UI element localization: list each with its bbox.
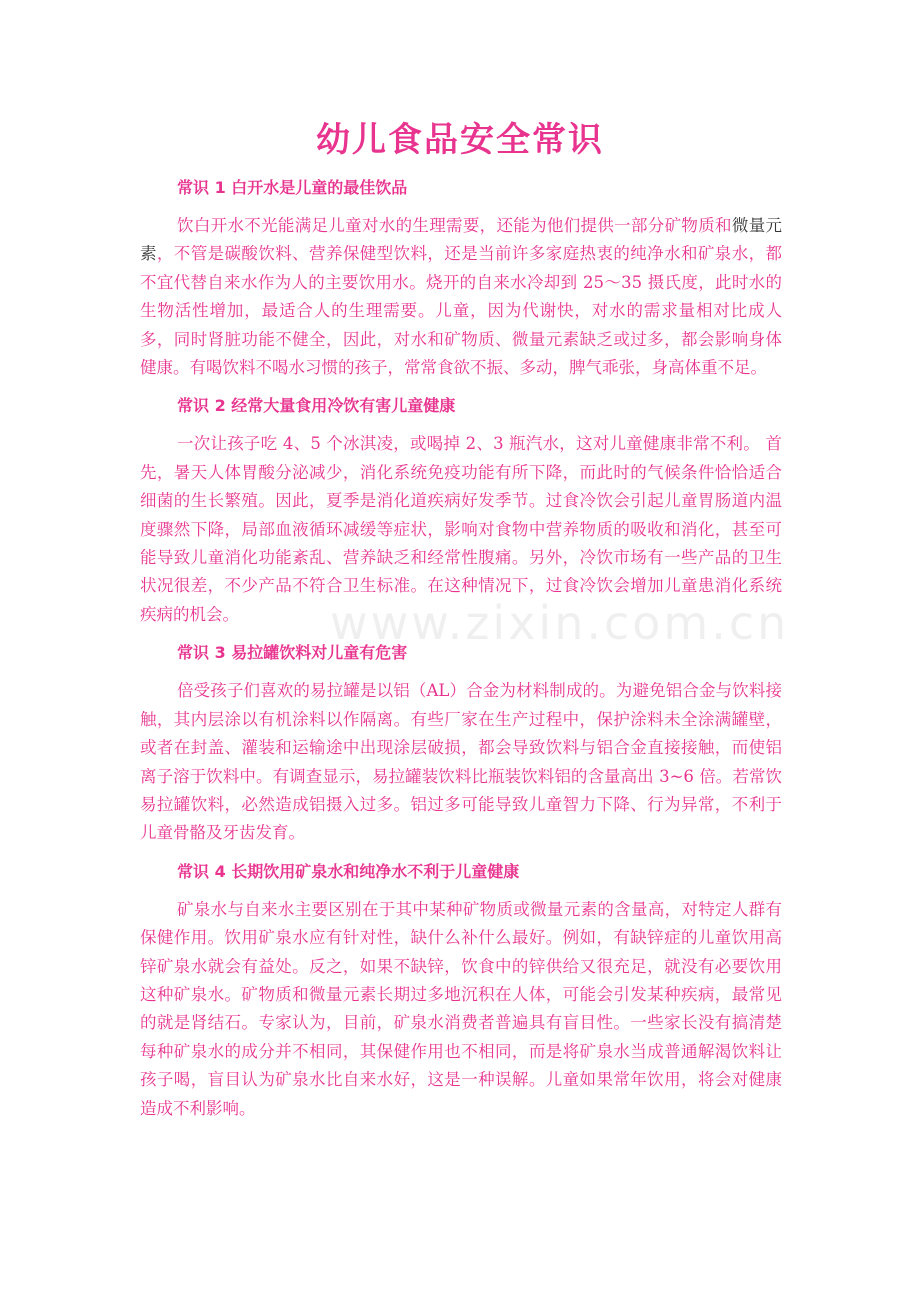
section-1-paragraph: [140, 212, 782, 382]
watermark: www.zixin.com.cn: [330, 596, 790, 650]
page-title: 幼儿食品安全常识: [316, 120, 604, 160]
section-4-heading: 常识 4 长期饮用矿泉水和纯净水不利于儿童健康: [177, 861, 520, 881]
section-4-paragraph: 矿泉水与自来水主要区别在于其中某种矿物质或微量元素的含量高，对特定人群有保健作用。饮用矿泉水应有针对性，缺什么补什么最好。例如，有缺锌症的儿童饮用高锌矿泉水就会有益处。反之，如果不缺锌，饮食中的锌供给又很充足，就没有必要饮用这种矿泉水。矿物质和微量元素长期过多地沉积在人体，可能会引发某种疾病，最常见的就是肾结石。专家认为，目前，矿泉水消费者普遍具有盲目性。一些家长没有搞清楚每种矿泉水的成分并不相同，其保健作用也不相同，而是将矿泉水当成普通解渴饮料让孩子喝，盲目认为矿泉水比自来水好，这是一种误解。儿童如果常年饮用，将会对健康造成不利影响。: [140, 899, 782, 1118]
section-2-paragraph: 一次让孩子吃 4、5 个冰淇凌，或喝掉 2、3 瓶汽水，这对儿童健康非常不利。 首先，暑天人体胃酸分泌减少，消化系统免疫功能有所下降，而此时的气候条件恰恰适合细菌的生长繁殖。因此，夏季是消化道疾病好发季节。过食冷饮会引起儿童胃肠道内温度骤然下降，局部血液循环减缓等症状，影响对食物中营养物质的吸收和消化，甚至可能导致儿童消化功能紊乱、营养缺乏和经常性腹痛。另外，冷饮市场有一些产品的卫生状况很差，不少产品不符合卫生标准。在这种情况下，过食冷饮会增加儿童患消化系统疾病的机会。: [140, 434, 782, 624]
section-1-heading: 常识 1 白开水是儿童的最佳饮品: [177, 178, 408, 197]
document-body: [140, 172, 782, 1131]
section-1-text-rest: ，不管是碳酸饮料、营养保健型饮料，还是当前许多家庭热衷的纯净水和矿泉水，都不宜代替自来水作为人的主要饮用水。烧开的自来水冷却到 25～35 摄氏度，此时水的生物活性增加，最适合人的生理需要。儿童，因为代谢快，对水的需求量相对比成人多，同时肾脏功能不健全，因此，对水和矿物质、微量元素缺乏或过多，都会影响身体健康。有喝饮料不喝水习惯的孩子，常常食欲不振、多动，脾气乖张，身高体重不足。: [140, 244, 783, 378]
section-2-heading: 常识 2 经常大量食用冷饮有害儿童健康: [177, 396, 456, 416]
section-3-heading: 常识 3 易拉罐饮料对儿童有危害: [177, 643, 408, 663]
section-1-text-dark: 微量元素: [140, 216, 783, 264]
section-3-paragraph: 倍受孩子们喜欢的易拉罐是以铝（AL）合金为材料制成的。为避免铝合金与饮料接触，其内层涂以有机涂料以作隔离。有些厂家在生产过程中，保护涂料未全涂满罐壁，或者在封盖、灌装和运输途中出现涂层破损，都会导致饮料与铝合金直接接触，而使铝离子溶于饮料中。有调查显示，易拉罐装饮料比瓶装饮料铝的含量高出 3~6 倍。若常饮易拉罐饮料，必然造成铝摄入过多。铝过多可能导致儿童智力下降、行为异常，不利于儿童骨骼及牙齿发育。: [140, 681, 782, 843]
section-1-text-lead: 饮白开水不光能满足儿童对水的生理需要，还能为他们提供一部分矿物质和: [177, 216, 732, 235]
